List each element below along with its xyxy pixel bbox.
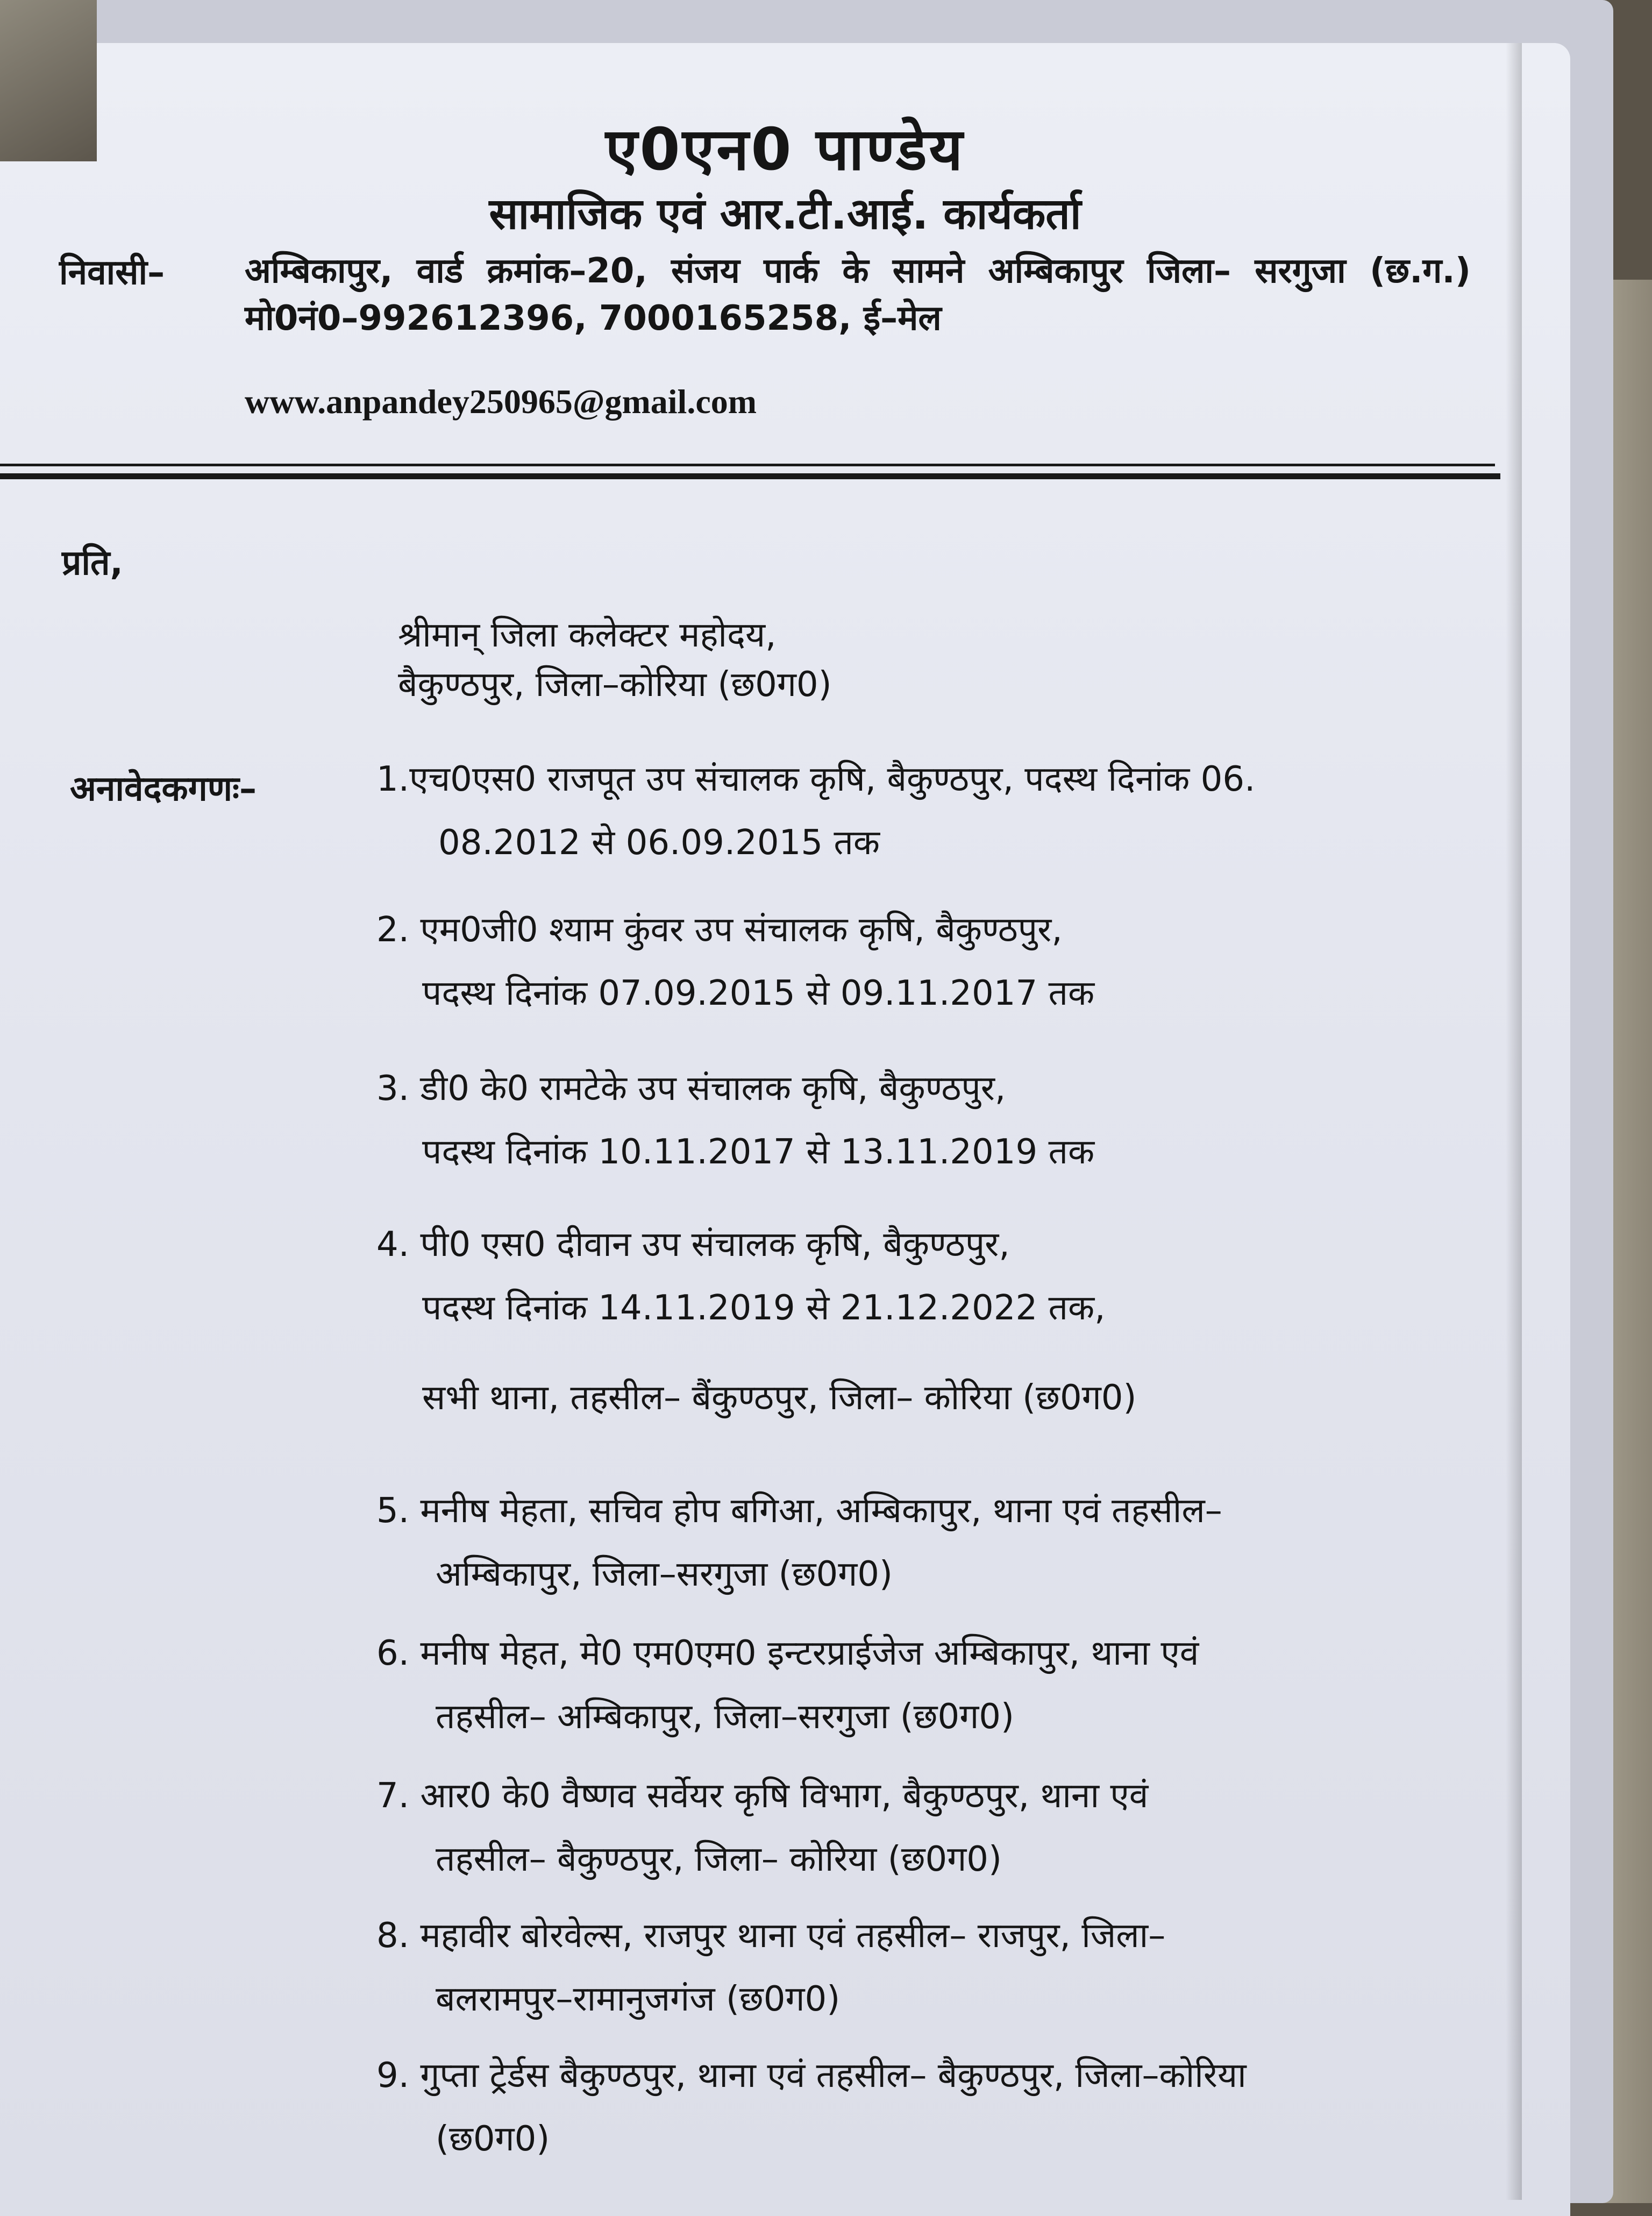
respondent-item	[376, 1764, 1452, 1891]
respondent-line: पदस्थ दिनांक 10.11.2017 से 13.11.2019 तक	[422, 1132, 1095, 1172]
respondent-line: 2. एम0जी0 श्याम कुंवर उप संचालक कृषि, बैकुण्ठपुर,	[376, 910, 1063, 950]
respondent-line: बलरामपुर–रामानुजगंज (छ0ग0)	[436, 1979, 841, 2019]
respondent-item	[422, 1366, 1498, 1430]
respondent-item	[376, 1904, 1452, 2031]
respondent-line: 08.2012 से 06.09.2015 तक	[438, 823, 880, 863]
header-rule-thin	[0, 464, 1495, 466]
respondent-line: पदस्थ दिनांक 07.09.2015 से 09.11.2017 तक	[422, 974, 1095, 1013]
sender-email: www.anpandey250965@gmail.com	[245, 382, 757, 421]
page-edge-shadow	[1506, 43, 1522, 2200]
respondent-item	[376, 1479, 1452, 1606]
respondent-line: 5. मनीष मेहता, सचिव होप बगिआ, अम्बिकापुर, थाना एवं तहसील–	[376, 1491, 1222, 1531]
respondent-item	[376, 1622, 1452, 1749]
background-corner	[0, 0, 97, 161]
document-page	[0, 43, 1570, 2216]
respondent-line: तहसील– अम्बिकापुर, जिला–सरगुजा (छ0ग0)	[436, 1697, 1014, 1737]
respondent-item	[376, 1213, 1452, 1340]
respondent-line: 6. मनीष मेहत, मे0 एम0एम0 इन्टरप्राईजेज अम्बिकापुर, थाना एवं	[376, 1633, 1199, 1673]
header-rule-thick	[0, 473, 1500, 479]
addressee-line: बैकुण्ठपुर, जिला–कोरिया (छ0ग0)	[398, 665, 832, 705]
respondent-line: 4. पी0 एस0 दीवान उप संचालक कृषि, बैकुण्ठपुर,	[376, 1225, 1010, 1265]
respondent-line: 8. महावीर बोरवेल्स, राजपुर थाना एवं तहसील– राजपुर, जिला–	[376, 1916, 1166, 1956]
salutation: प्रति,	[62, 543, 123, 583]
respondent-item	[376, 898, 1452, 1025]
respondent-line: अम्बिकापुर, जिला–सरगुजा (छ0ग0)	[436, 1554, 893, 1594]
resident-label: निवासी–	[59, 253, 165, 293]
addressee-line: श्रीमान् जिला कलेक्टर महोदय,	[398, 615, 777, 655]
sender-address: अम्बिकापुर, वार्ड क्रमांक–20, संजय पार्क के सामने अम्बिकापुर जिला– सरगुजा (छ.ग.) मो0नं0–992612396, 7000165258, ई–मेल	[245, 251, 1471, 338]
sender-name: ए0एन0 पाण्डेय	[605, 116, 965, 183]
sender-designation: सामाजिक एवं आर.टी.आई. कार्यकर्ता	[489, 189, 1081, 239]
addressee-block	[398, 610, 832, 709]
respondent-line: 1.एच0एस0 राजपूत उप संचालक कृषि, बैकुण्ठपुर, पदस्थ दिनांक 06.	[376, 759, 1256, 799]
respondents-label: अनावेदकगणः–	[70, 769, 257, 809]
respondent-item	[376, 2044, 1452, 2171]
respondent-line: 7. आर0 के0 वैष्णव सर्वेयर कृषि विभाग, बैकुण्ठपुर, थाना एवं	[376, 1776, 1149, 1816]
respondent-line: 9. गुप्ता ट्रेर्डस बैकुण्ठपुर, थाना एवं तहसील– बैकुण्ठपुर, जिला–कोरिया	[376, 2056, 1247, 2096]
respondent-line: सभी थाना, तहसील– बैंकुण्ठपुर, जिला– कोरिया (छ0ग0)	[422, 1378, 1137, 1418]
respondent-line: तहसील– बैकुण्ठपुर, जिला– कोरिया (छ0ग0)	[436, 1839, 1002, 1879]
respondent-item	[376, 1057, 1452, 1184]
respondent-item	[376, 748, 1452, 875]
respondent-line: 3. डी0 के0 रामटेके उप संचालक कृषि, बैकुण्ठपुर,	[376, 1069, 1006, 1109]
respondent-line: पदस्थ दिनांक 14.11.2019 से 21.12.2022 तक,	[422, 1288, 1106, 1328]
respondent-line: (छ0ग0)	[436, 2119, 550, 2159]
